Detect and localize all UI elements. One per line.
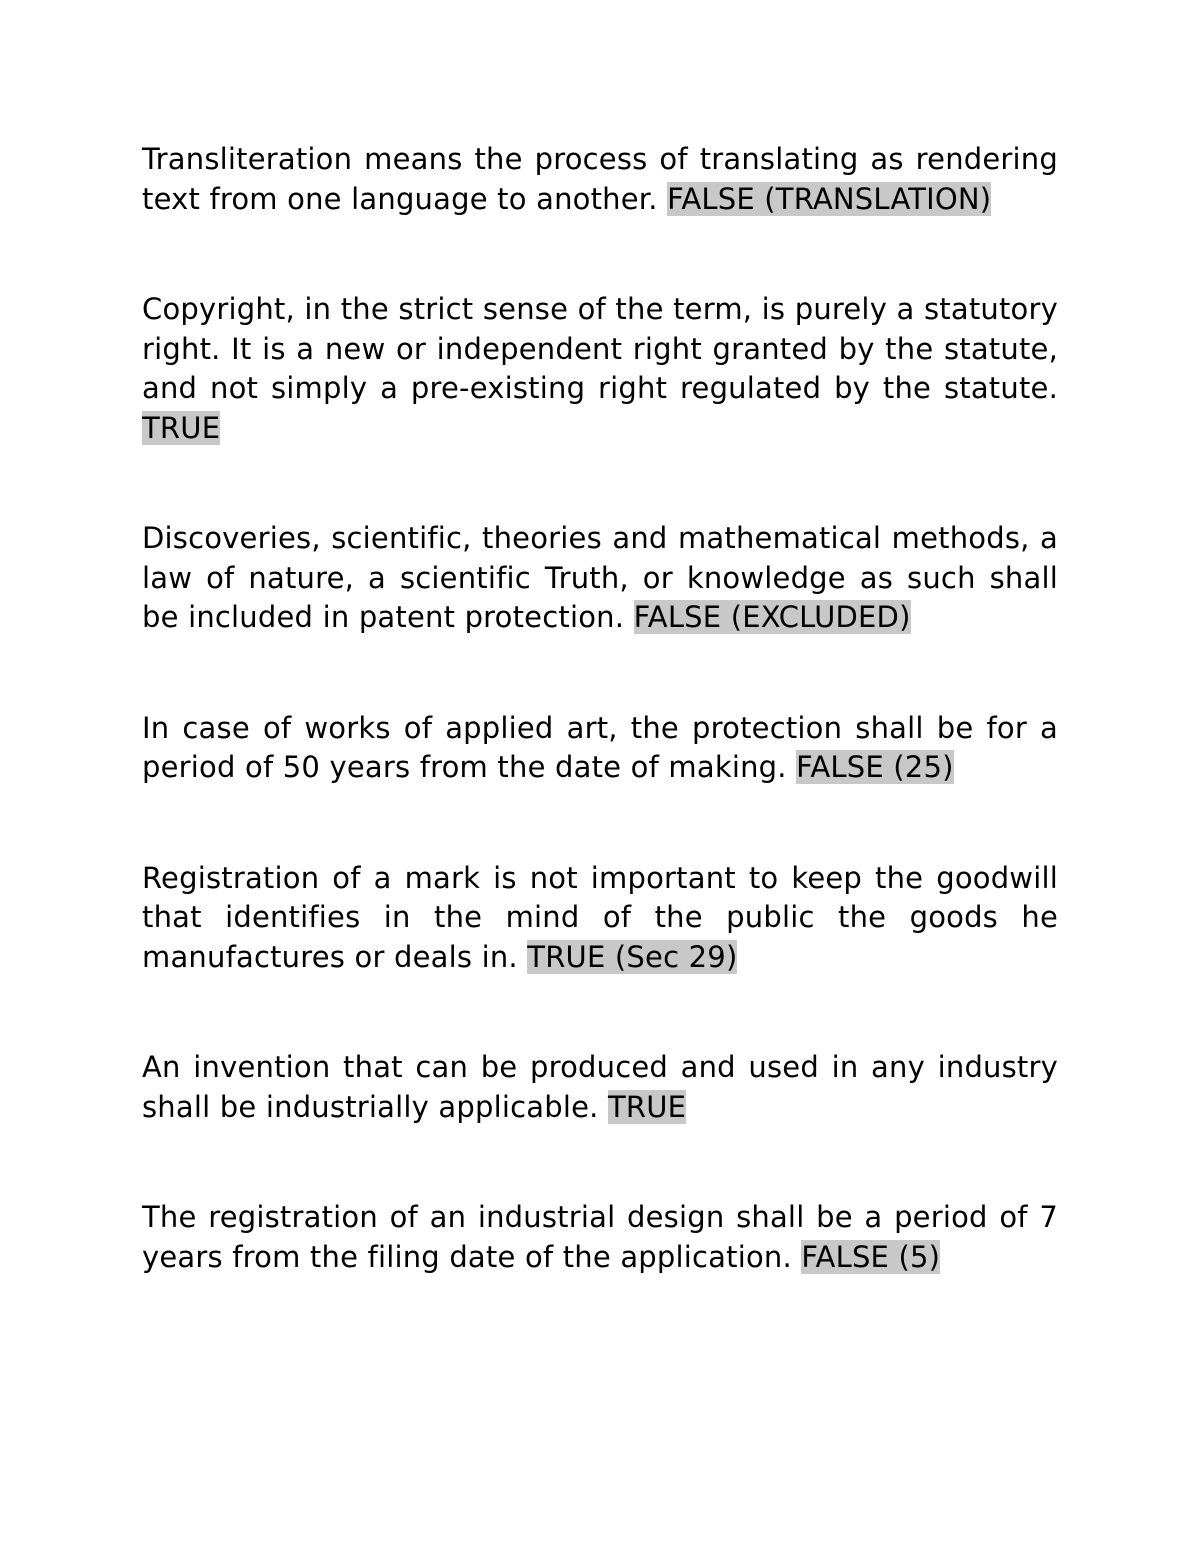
answer-highlight: TRUE xyxy=(607,1089,687,1124)
answer-highlight: FALSE (5) xyxy=(801,1239,941,1274)
answer-highlight: FALSE (EXCLUDED) xyxy=(633,600,911,634)
question-item xyxy=(142,1198,1058,1277)
question-item xyxy=(142,859,1058,978)
question-statement: Registration of a mark is not important to keep the goodwill that identifies in the mind of the public the goods he manufactures or deals in. xyxy=(142,860,1058,974)
question-statement: In case of works of applied art, the protection shall be for a period of 50 years from the date of making. xyxy=(142,710,1058,784)
question-statement: An invention that can be produced and used in any industry shall be industrially applicable. xyxy=(142,1050,1058,1124)
question-statement: The registration of an industrial design shall be a period of 7 years from the filing date of the application. xyxy=(142,1200,1058,1274)
question-item xyxy=(142,290,1058,448)
question-statement: Transliteration means the process of translating as rendering text from one language to another. xyxy=(142,142,1058,216)
answer-highlight: TRUE xyxy=(142,410,221,445)
answer-highlight: TRUE (Sec 29) xyxy=(527,939,738,974)
answer-highlight: FALSE (25) xyxy=(796,750,954,784)
answer-highlight: FALSE (TRANSLATION) xyxy=(667,181,992,216)
document-content xyxy=(142,140,1058,1348)
question-statement: Discoveries, scientific, theories and mathematical methods, a law of nature, a scientific Truth, or knowledge as such shall be included in patent protection. xyxy=(142,521,1058,634)
question-item xyxy=(142,519,1058,638)
question-item xyxy=(142,709,1058,788)
question-item xyxy=(142,1048,1058,1127)
question-statement: Copyright, in the strict sense of the term, is purely a statutory right. It is a new or independent right granted by the statute, and not simply a pre-existing right regulated by the statute. xyxy=(142,292,1058,405)
question-item xyxy=(142,140,1058,219)
